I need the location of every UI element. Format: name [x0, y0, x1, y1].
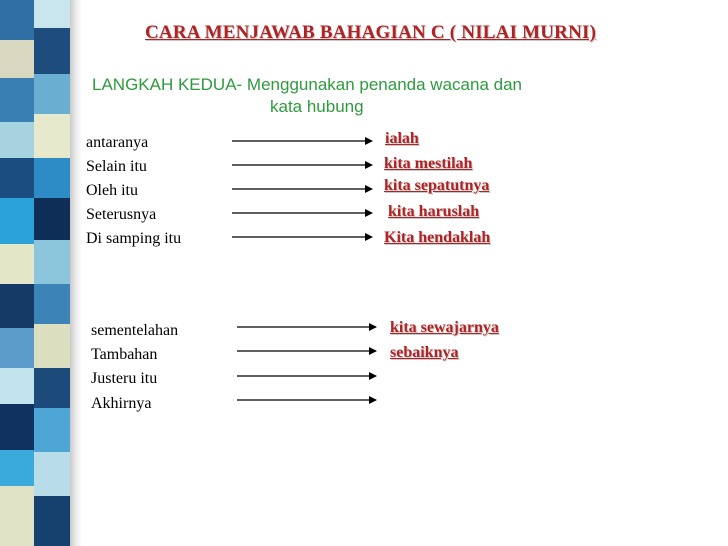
phrase-word: sebaiknya [390, 344, 459, 361]
connector-word: Tambahan [91, 346, 158, 363]
step-heading-line1: LANGKAH KEDUA- Menggunakan penanda wacana dan [92, 75, 522, 94]
phrase-word: kita mestilah [384, 155, 473, 172]
phrase-word: kita haruslah [388, 203, 480, 220]
connector-word: Seterusnya [86, 206, 157, 223]
slide-title: CARA MENJAWAB BAHAGIAN C ( NILAI MURNI) [145, 22, 597, 43]
connector-word: antaranya [86, 134, 149, 151]
connector-word: Selain itu [86, 158, 147, 175]
connector-word: Di samping itu [86, 230, 182, 247]
phrase-word: kita sewajarnya [390, 319, 499, 336]
phrase-word: Kita hendaklah [384, 229, 491, 246]
step-heading-line2: kata hubung [270, 97, 364, 116]
connector-word: Akhirnya [91, 395, 152, 412]
connector-word: Justeru itu [91, 370, 158, 387]
phrase-word: kita sepatutnya [384, 177, 490, 194]
connector-word: Oleh itu [86, 182, 138, 199]
connector-word: sementelahan [91, 322, 179, 339]
phrase-word: ialah [385, 130, 419, 147]
